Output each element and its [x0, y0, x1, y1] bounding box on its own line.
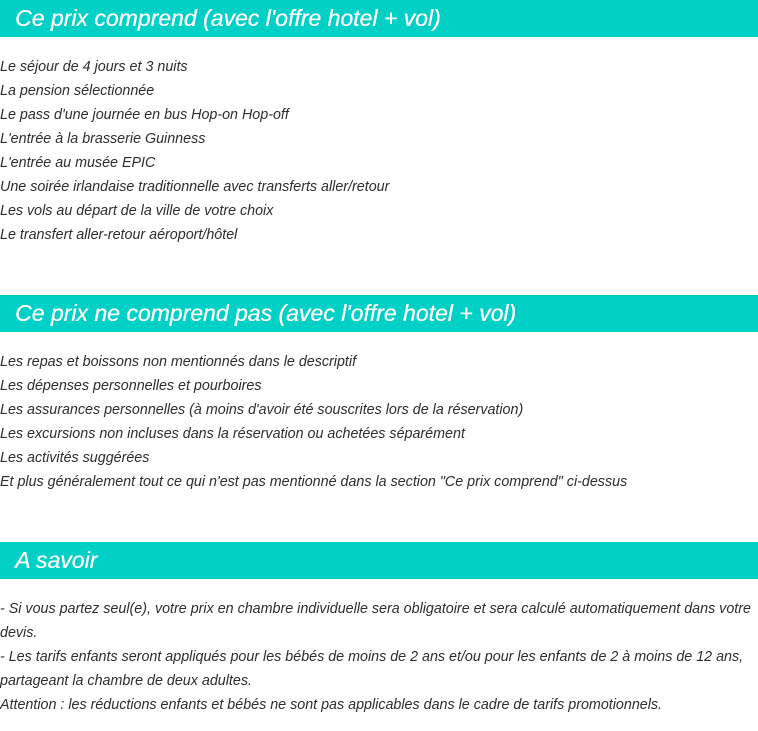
savoir-notes	[0, 597, 758, 717]
includes-item: Le séjour de 4 jours et 3 nuits	[0, 59, 188, 75]
excludes-section	[0, 295, 758, 494]
includes-item: La pension sélectionnée	[0, 83, 155, 99]
excludes-item: Et plus généralement tout ce qui n'est pas mentionné dans la section "Ce prix comprend" ci-dessus	[0, 474, 628, 490]
excludes-item: Les excursions non incluses dans la réservation ou achetées séparément	[0, 426, 465, 442]
excludes-list	[0, 350, 758, 494]
includes-item: Une soirée irlandaise traditionnelle avec transferts aller/retour	[0, 179, 390, 195]
excludes-item: Les dépenses personnelles et pourboires	[0, 378, 262, 394]
savoir-paragraph: Attention : les réductions enfants et bébés ne sont pas applicables dans le cadre de tarifs promotionnels.	[0, 697, 663, 713]
savoir-header-bar	[0, 542, 758, 579]
savoir-title: A savoir	[15, 547, 98, 573]
includes-title: Ce prix comprend (avec l'offre hotel + vol)	[15, 5, 441, 31]
excludes-header-bar	[0, 295, 758, 332]
includes-item: Les vols au départ de la ville de votre choix	[0, 203, 274, 219]
savoir-section	[0, 542, 758, 717]
includes-item: L'entrée à la brasserie Guinness	[0, 131, 206, 147]
savoir-paragraph: - Les tarifs enfants seront appliqués pour les bébés de moins de 2 ans et/ou pour les enfants de 2 à moins de 12 ans, partageant la chambre de deux adultes.	[0, 649, 744, 689]
includes-list	[0, 55, 758, 247]
excludes-item: Les activités suggérées	[0, 450, 150, 466]
includes-item: Le transfert aller-retour aéroport/hôtel	[0, 227, 238, 243]
excludes-title: Ce prix ne comprend pas (avec l'offre hotel + vol)	[15, 300, 517, 326]
includes-section	[0, 0, 758, 247]
excludes-item: Les assurances personnelles (à moins d'avoir été souscrites lors de la réservation)	[0, 402, 524, 418]
includes-header-bar	[0, 0, 758, 37]
includes-item: Le pass d'une journée en bus Hop-on Hop-off	[0, 107, 289, 123]
savoir-paragraph: - Si vous partez seul(e), votre prix en chambre individuelle sera obligatoire et sera calculé automatiquement dans votre devis.	[0, 601, 751, 641]
excludes-item: Les repas et boissons non mentionnés dans le descriptif	[0, 354, 357, 370]
includes-item: L'entrée au musée EPIC	[0, 155, 156, 171]
